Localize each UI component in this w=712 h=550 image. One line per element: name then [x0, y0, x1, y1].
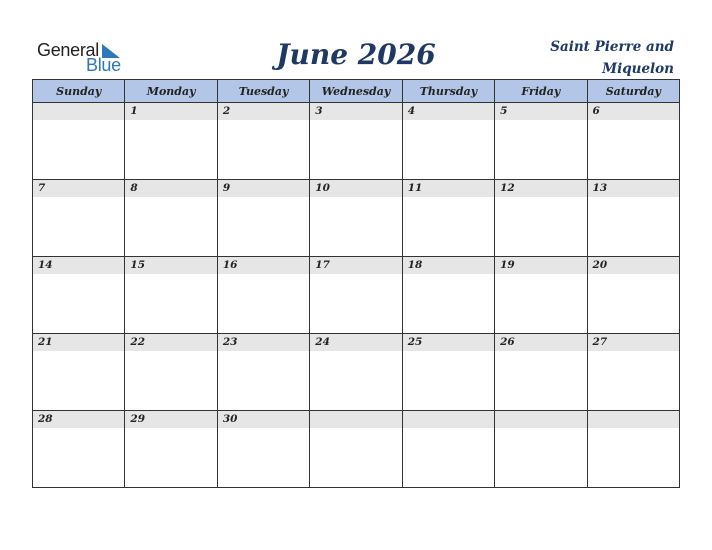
day-cell[interactable] — [217, 180, 309, 257]
day-number: 13 — [588, 180, 679, 197]
day-cell[interactable] — [33, 411, 125, 488]
day-number: 9 — [218, 180, 309, 197]
day-cell[interactable] — [125, 180, 217, 257]
day-cell[interactable] — [587, 180, 679, 257]
day-number: 28 — [33, 411, 124, 428]
day-number: 17 — [310, 257, 401, 274]
day-cell[interactable] — [587, 257, 679, 334]
logo-text-general: General — [37, 40, 99, 60]
day-cell[interactable] — [402, 334, 494, 411]
day-number — [310, 411, 401, 428]
day-number: 6 — [588, 103, 679, 120]
day-number: 5 — [495, 103, 586, 120]
day-cell[interactable] — [402, 180, 494, 257]
day-cell[interactable] — [33, 334, 125, 411]
week-row — [33, 103, 680, 180]
day-cell[interactable] — [495, 103, 587, 180]
day-cell[interactable] — [495, 411, 587, 488]
day-number — [403, 411, 494, 428]
day-cell[interactable] — [402, 411, 494, 488]
day-number: 15 — [125, 257, 216, 274]
day-cell[interactable] — [587, 334, 679, 411]
week-row — [33, 411, 680, 488]
day-cell[interactable] — [310, 103, 402, 180]
week-row — [33, 334, 680, 411]
day-number: 24 — [310, 334, 401, 351]
day-number: 29 — [125, 411, 216, 428]
day-cell[interactable] — [125, 334, 217, 411]
day-number: 25 — [403, 334, 494, 351]
day-cell[interactable] — [495, 257, 587, 334]
weekday-friday: Friday — [495, 80, 587, 103]
day-number: 7 — [33, 180, 124, 197]
day-cell[interactable] — [217, 334, 309, 411]
day-number: 21 — [33, 334, 124, 351]
day-number: 26 — [495, 334, 586, 351]
weekday-thursday: Thursday — [402, 80, 494, 103]
weekday-saturday: Saturday — [587, 80, 679, 103]
day-number: 3 — [310, 103, 401, 120]
region-name-line1: Saint Pierre and — [550, 39, 674, 55]
week-row — [33, 257, 680, 334]
weekday-wednesday: Wednesday — [310, 80, 402, 103]
day-cell[interactable] — [310, 180, 402, 257]
calendar-grid — [32, 79, 680, 488]
day-cell[interactable] — [125, 411, 217, 488]
day-number: 20 — [588, 257, 679, 274]
day-number: 8 — [125, 180, 216, 197]
logo-text-blue: Blue — [86, 55, 121, 75]
day-number: 27 — [588, 334, 679, 351]
day-number: 1 — [125, 103, 216, 120]
day-cell[interactable] — [587, 411, 679, 488]
day-cell[interactable] — [33, 103, 125, 180]
weekday-header-row — [33, 80, 680, 103]
day-cell[interactable] — [125, 103, 217, 180]
region-name-line2: Miquelon — [602, 61, 674, 77]
day-cell[interactable] — [310, 257, 402, 334]
weekday-monday: Monday — [125, 80, 217, 103]
day-cell[interactable] — [125, 257, 217, 334]
day-number: 2 — [218, 103, 309, 120]
day-cell[interactable] — [495, 334, 587, 411]
weekday-tuesday: Tuesday — [217, 80, 309, 103]
day-cell[interactable] — [310, 411, 402, 488]
day-number: 16 — [218, 257, 309, 274]
day-number: 22 — [125, 334, 216, 351]
day-cell[interactable] — [33, 180, 125, 257]
day-number: 14 — [33, 257, 124, 274]
day-number: 11 — [403, 180, 494, 197]
day-cell[interactable] — [402, 103, 494, 180]
calendar-title: June 2026 — [276, 38, 436, 71]
day-cell[interactable] — [495, 180, 587, 257]
day-cell[interactable] — [217, 257, 309, 334]
weekday-sunday: Sunday — [33, 80, 125, 103]
region-name — [524, 36, 674, 80]
day-number — [33, 103, 124, 120]
day-number: 18 — [403, 257, 494, 274]
day-number: 12 — [495, 180, 586, 197]
day-number — [495, 411, 586, 428]
day-number: 10 — [310, 180, 401, 197]
day-cell[interactable] — [402, 257, 494, 334]
day-cell[interactable] — [310, 334, 402, 411]
day-number: 30 — [218, 411, 309, 428]
week-row — [33, 180, 680, 257]
day-number — [588, 411, 679, 428]
day-number: 4 — [403, 103, 494, 120]
day-cell[interactable] — [587, 103, 679, 180]
day-cell[interactable] — [33, 257, 125, 334]
day-number: 23 — [218, 334, 309, 351]
day-cell[interactable] — [217, 103, 309, 180]
day-number: 19 — [495, 257, 586, 274]
day-cell[interactable] — [217, 411, 309, 488]
